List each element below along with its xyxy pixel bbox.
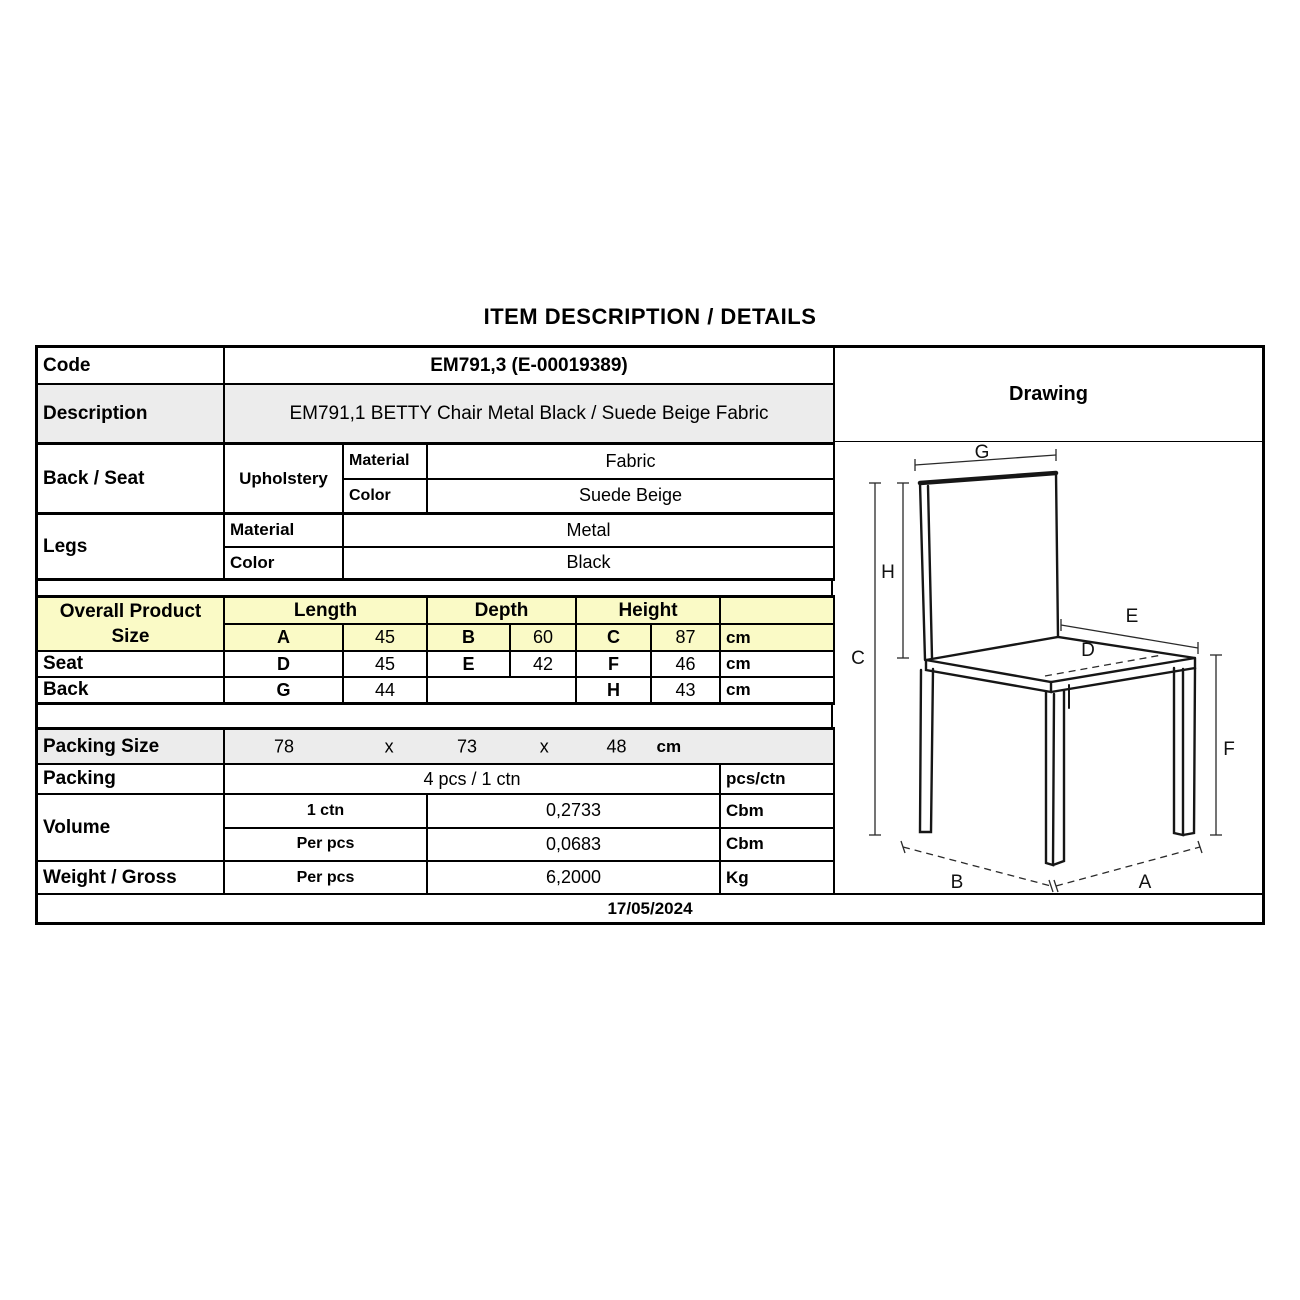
description-label: Description: [38, 385, 225, 442]
legs-material-label: Material: [225, 515, 344, 546]
size-header-row: [38, 598, 835, 652]
back-label: Back: [38, 678, 225, 702]
overall-unit: cm: [721, 625, 835, 650]
volume-label: Volume: [38, 795, 225, 860]
drawing-panel: [835, 348, 1262, 895]
spec-table: [35, 345, 1265, 925]
dim-label-h: H: [881, 562, 895, 583]
dim-label-d: D: [1081, 640, 1095, 661]
overall-key-c: C: [577, 625, 652, 650]
volume-ctn-value: 0,2733: [428, 795, 721, 827]
overall-values-subrow: [225, 625, 835, 650]
overall-product-size-label: Overall Product Size: [38, 598, 225, 650]
code-label: Code: [38, 348, 225, 383]
dim-label-e: E: [1125, 606, 1139, 627]
legs-material-value: Metal: [344, 515, 835, 546]
weight-pcs-label: Per pcs: [225, 862, 428, 893]
chair-drawing: [835, 442, 1262, 893]
legs-color-value: Black: [344, 548, 835, 579]
seat-value-e: 42: [511, 652, 577, 676]
dim-label-b: B: [950, 872, 964, 893]
packing-size-unit: cm: [656, 736, 682, 756]
packing-size-values: [225, 730, 835, 763]
page-title: ITEM DESCRIPTION / DETAILS: [483, 304, 817, 329]
packing-dim-2: 73: [456, 736, 477, 756]
legs-subtable: [225, 515, 835, 578]
length-header: Length: [225, 598, 428, 623]
packing-row: [38, 765, 835, 795]
code-row: [38, 348, 835, 385]
packing-dim-3: 48: [606, 736, 627, 756]
volume-pcs-unit: Cbm: [721, 829, 835, 861]
legs-color-label: Color: [225, 548, 344, 579]
code-value: EM791,3 (E-00019389): [225, 348, 835, 383]
upholstery-label: Upholstery: [225, 445, 344, 512]
seat-label: Seat: [38, 652, 225, 676]
overall-value-a: 45: [344, 625, 428, 650]
weight-row: [38, 862, 835, 895]
overall-key-b: B: [428, 625, 511, 650]
back-seat-label: Back / Seat: [38, 445, 225, 512]
dim-label-g: G: [974, 442, 990, 463]
overall-value-c: 87: [652, 625, 721, 650]
legs-color-subrow: [225, 548, 835, 579]
description-value: EM791,1 BETTY Chair Metal Black / Suede Beige Fabric: [225, 385, 835, 442]
dim-label-a: A: [1138, 872, 1152, 893]
bs-material-label: Material: [344, 445, 428, 478]
weight-unit: Kg: [721, 862, 835, 893]
legs-label: Legs: [38, 515, 225, 578]
size-dim-header-subrow: [225, 598, 835, 625]
description-row: [38, 385, 835, 445]
packing-sep-2: x: [539, 736, 549, 756]
seat-key-d: D: [225, 652, 344, 676]
height-header: Height: [577, 598, 721, 623]
bs-material-value: Fabric: [428, 445, 835, 478]
packing-size-row: [38, 730, 835, 765]
bs-color-label: Color: [344, 480, 428, 513]
weight-label: Weight / Gross: [38, 862, 225, 893]
packing-sep-1: x: [384, 736, 394, 756]
size-header-empty-cell: [721, 598, 835, 623]
seat-key-f: F: [577, 652, 652, 676]
volume-ctn-label: 1 ctn: [225, 795, 428, 827]
volume-pcs-label: Per pcs: [225, 829, 428, 861]
dim-label-f: F: [1223, 739, 1235, 760]
date-row: [38, 895, 1262, 922]
spacer-row-1: [38, 581, 835, 598]
back-row: [38, 678, 835, 705]
volume-ctn-subrow: [225, 795, 835, 829]
seat-key-e: E: [428, 652, 511, 676]
spacer-row-2: [38, 705, 835, 730]
volume-pcs-value: 0,0683: [428, 829, 721, 861]
packing-value: 4 pcs / 1 ctn: [225, 765, 721, 793]
back-seat-color-subrow: [344, 480, 835, 513]
drawing-title: Drawing: [835, 348, 1262, 442]
back-value-h: 43: [652, 678, 721, 702]
volume-pcs-subrow: [225, 829, 835, 861]
packing-dim-1: 78: [273, 736, 294, 756]
back-key-h: H: [577, 678, 652, 702]
back-seat-material-subrow: [344, 445, 835, 480]
seat-row: [38, 652, 835, 678]
dim-label-c: C: [851, 648, 865, 669]
legs-row: [38, 515, 835, 581]
volume-subtable: [225, 795, 835, 860]
back-value-g: 44: [344, 678, 428, 702]
volume-row: [38, 795, 835, 862]
back-unit: cm: [721, 678, 835, 702]
back-seat-subtable: [344, 445, 835, 512]
bs-color-value: Suede Beige: [428, 480, 835, 513]
packing-size-label: Packing Size: [38, 730, 225, 763]
depth-header: Depth: [428, 598, 577, 623]
seat-unit: cm: [721, 652, 835, 676]
packing-label: Packing: [38, 765, 225, 793]
overall-key-a: A: [225, 625, 344, 650]
legs-material-subrow: [225, 515, 835, 548]
weight-value: 6,2000: [428, 862, 721, 893]
seat-value-d: 45: [344, 652, 428, 676]
back-key-g: G: [225, 678, 344, 702]
size-header-subtable: [225, 598, 835, 650]
overall-value-b: 60: [511, 625, 577, 650]
back-depth-empty-cell: [428, 678, 577, 702]
packing-unit: pcs/ctn: [721, 765, 835, 793]
seat-value-f: 46: [652, 652, 721, 676]
back-seat-row: [38, 445, 835, 515]
volume-ctn-unit: Cbm: [721, 795, 835, 827]
date-value: 17/05/2024: [607, 898, 693, 918]
